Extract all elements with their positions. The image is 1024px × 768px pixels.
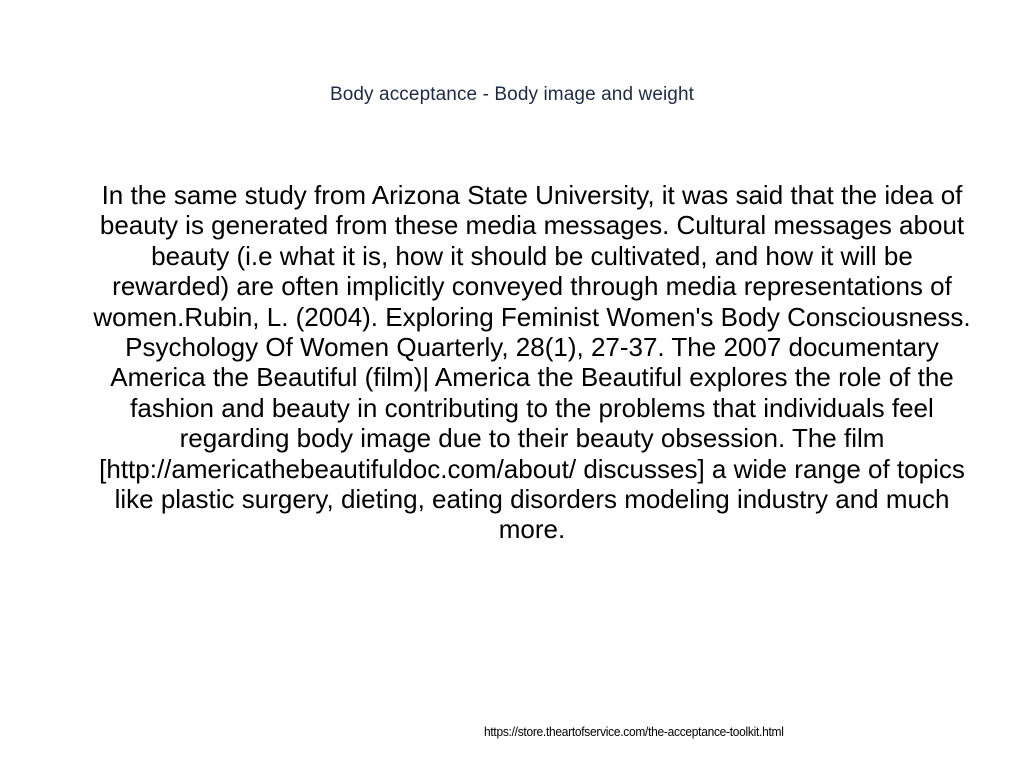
slide-body-text: In the same study from Arizona State University, it was said that the idea of beauty is generated from these media messages. Cultural messages about beauty (i.e what it is, how it should be cultivated, and how it will be rewarded) are often implicitly conveyed through media representations of women.Rubin, L. (2004). Exploring Feminist Women's Body Consciousness. Psychology Of Women Quarterly, 28(1), 27-37. The 2007 documentary America the Beautiful (film)| America the Beautiful explores the role of the fashion and beauty in contributing to the problems that individuals feel regarding body image due to their beauty obsession. The film [http://americathebeautifuldoc.com/about/ discusses] a wide range of topics like plastic surgery, dieting, eating disorders modeling industry and much more. [93, 180, 971, 545]
footer-url-link[interactable]: https://store.theartofservice.com/the-acceptance-toolkit.html [484, 724, 784, 739]
slide-title: Body acceptance - Body image and weight [329, 84, 695, 105]
